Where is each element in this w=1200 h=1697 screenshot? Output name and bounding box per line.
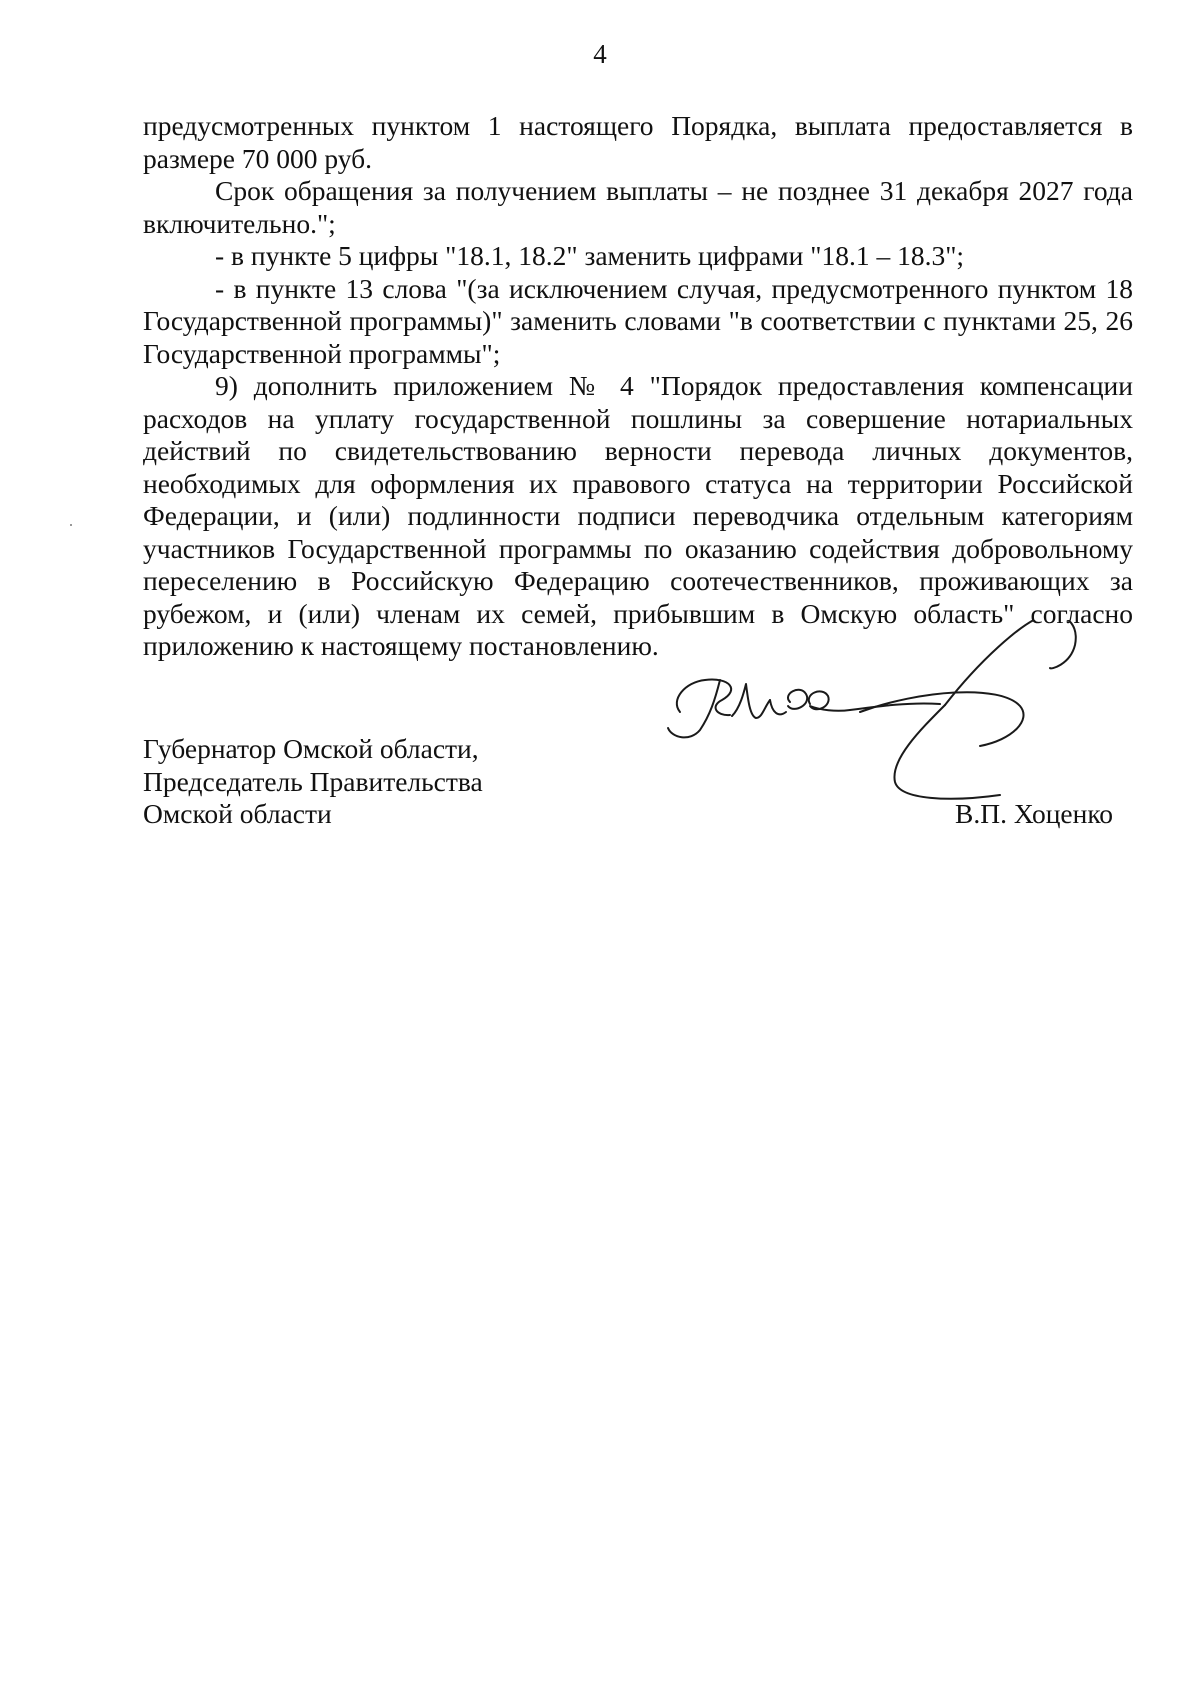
paragraph-item-13: - в пункте 13 слова "(за исключением случая, предусмотренного пунктом 18 Государственной программы)" заменить словами "в соответствии с пунктами 25, 26 Государственной программы"; bbox=[143, 272, 1133, 369]
signature-stroke bbox=[732, 684, 770, 718]
signature-stroke bbox=[770, 700, 786, 714]
signatory-title-line: Председатель Правительства bbox=[143, 765, 483, 797]
paragraph-item-5: - в пункте 5 цифры "18.1, 18.2" заменить цифрами "18.1 – 18.3"; bbox=[215, 240, 965, 271]
signature-stroke bbox=[809, 691, 850, 710]
document-body bbox=[143, 110, 1133, 663]
signatory-name: В.П. Хоценко bbox=[955, 798, 1114, 829]
signatory-title-line: Губернатор Омской области, bbox=[143, 733, 479, 764]
page-number: 4 bbox=[593, 39, 607, 69]
paragraph-payment-amount: предусмотренных пунктом 1 настоящего Порядка, выплата предоставляется в размере 70 000 руб. bbox=[143, 110, 1133, 174]
signatory-title bbox=[143, 733, 563, 831]
signature-stroke bbox=[1040, 620, 1076, 668]
signature-stroke bbox=[860, 692, 1024, 746]
signature-stroke bbox=[788, 690, 807, 709]
signature-stroke bbox=[850, 703, 940, 710]
signature-stroke bbox=[894, 705, 1000, 799]
paragraph-deadline: Срок обращения за получением выплаты – не позднее 31 декабря 2027 года включительно."; bbox=[143, 175, 1133, 239]
signatory-title-line: Омской области bbox=[143, 798, 332, 829]
margin-mark bbox=[70, 524, 72, 526]
signature-stroke bbox=[668, 680, 720, 737]
signature-stroke bbox=[677, 680, 731, 716]
paragraph-appendix-4: 9) дополнить приложением № 4 "Порядок предоставления компенсации расходов на уплату государственной пошлины за совершение нотариальных действий по свидетельствованию верности перевода личных документов, необходимых для оформления их правового статуса на территории Российской Федерации, и (или) подлинности подписи переводчика отдельным категориям участников Государственной программы по оказанию содействия добровольному переселению в Российскую Федерацию соотечественников, проживающих за рубежом, и (или) членам их семей, прибывшим в Омскую область" согласно приложению к настоящему постановлению. bbox=[143, 370, 1133, 661]
